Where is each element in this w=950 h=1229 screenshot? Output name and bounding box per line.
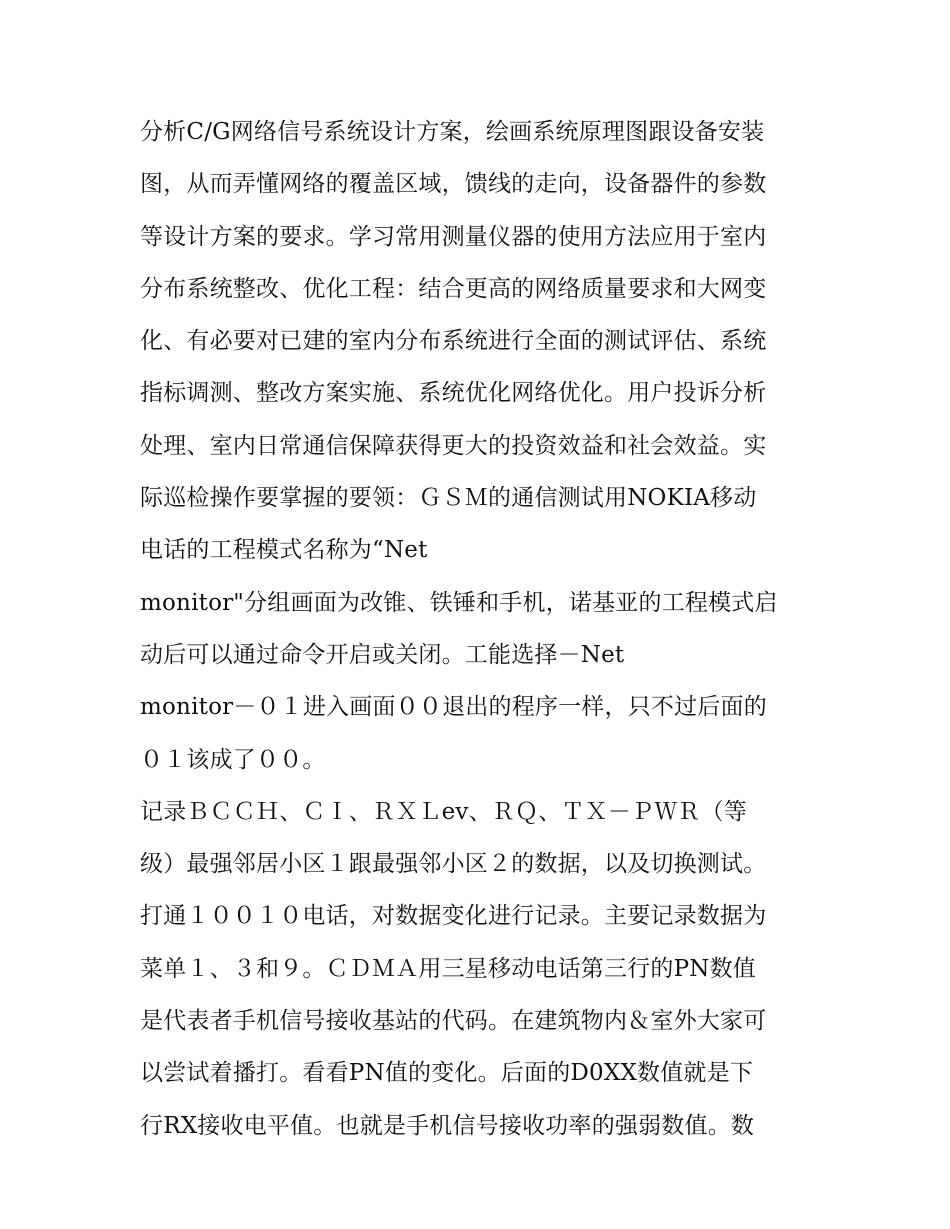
text-line: 电话的工程模式名称为“Net — [140, 537, 428, 564]
text-line: 图，从而弄懂网络的覆盖区域，馈线的走向，设备器件的参数 — [140, 171, 767, 198]
text-line: 动后可以通过命令开启或关闭。工能选择－Net — [140, 641, 625, 668]
text-line: 记录ＢＣＣＨ、ＣＩ、ＲＸＬev、ＲＱ、ＴＸ－ＰＷＲ（等 — [140, 798, 748, 825]
text-line: 指标调测、整改方案实施、系统优化网络优化。用户投诉分析 — [140, 380, 767, 407]
text-line: 是代表者手机信号接收基站的代码。在建筑物内＆室外大家可 — [140, 1008, 767, 1035]
text-line: 化、有必要对已建的室内分布系统进行全面的测试评估、系统 — [140, 328, 767, 355]
text-line: 菜单１、３和９。ＣＤＭＡ用三星移动电话第三行的PN数值 — [140, 955, 757, 982]
text-line: 打通１００１０电话，对数据变化进行记录。主要记录数据为 — [140, 903, 767, 930]
text-line: 级）最强邻居小区１跟最强邻小区２的数据，以及切换测试。 — [140, 851, 767, 878]
text-line: 分布系统整改、优化工程：结合更高的网络质量要求和大网变 — [140, 275, 767, 302]
text-line: 以尝试着播打。看看PN值的变化。后面的D0XX数值就是下 — [140, 1060, 754, 1087]
text-line: monitor－０１进入画面００退出的程序一样，只不过后面的 — [140, 694, 767, 721]
text-line: monitor"分组画面为改锥、铁锤和手机，诺基亚的工程模式启 — [140, 589, 778, 616]
text-line: 处理、室内日常通信保障获得更大的投资效益和社会效益。实 — [140, 432, 767, 459]
text-line: 行RX接收电平值。也就是手机信号接收功率的强弱数值。数 — [140, 1112, 755, 1139]
text-line: 分析C/G网络信号系统设计方案，绘画系统原理图跟设备安装 — [140, 119, 765, 145]
text-line: ０１该成了００。 — [140, 746, 326, 773]
text-line: 际巡检操作要掌握的要领：ＧＳＭ的通信测试用NOKIA移动 — [140, 485, 757, 512]
text-line: 等设计方案的要求。学习常用测量仪器的使用方法应用于室内 — [140, 223, 767, 250]
body-text — [140, 106, 820, 1152]
